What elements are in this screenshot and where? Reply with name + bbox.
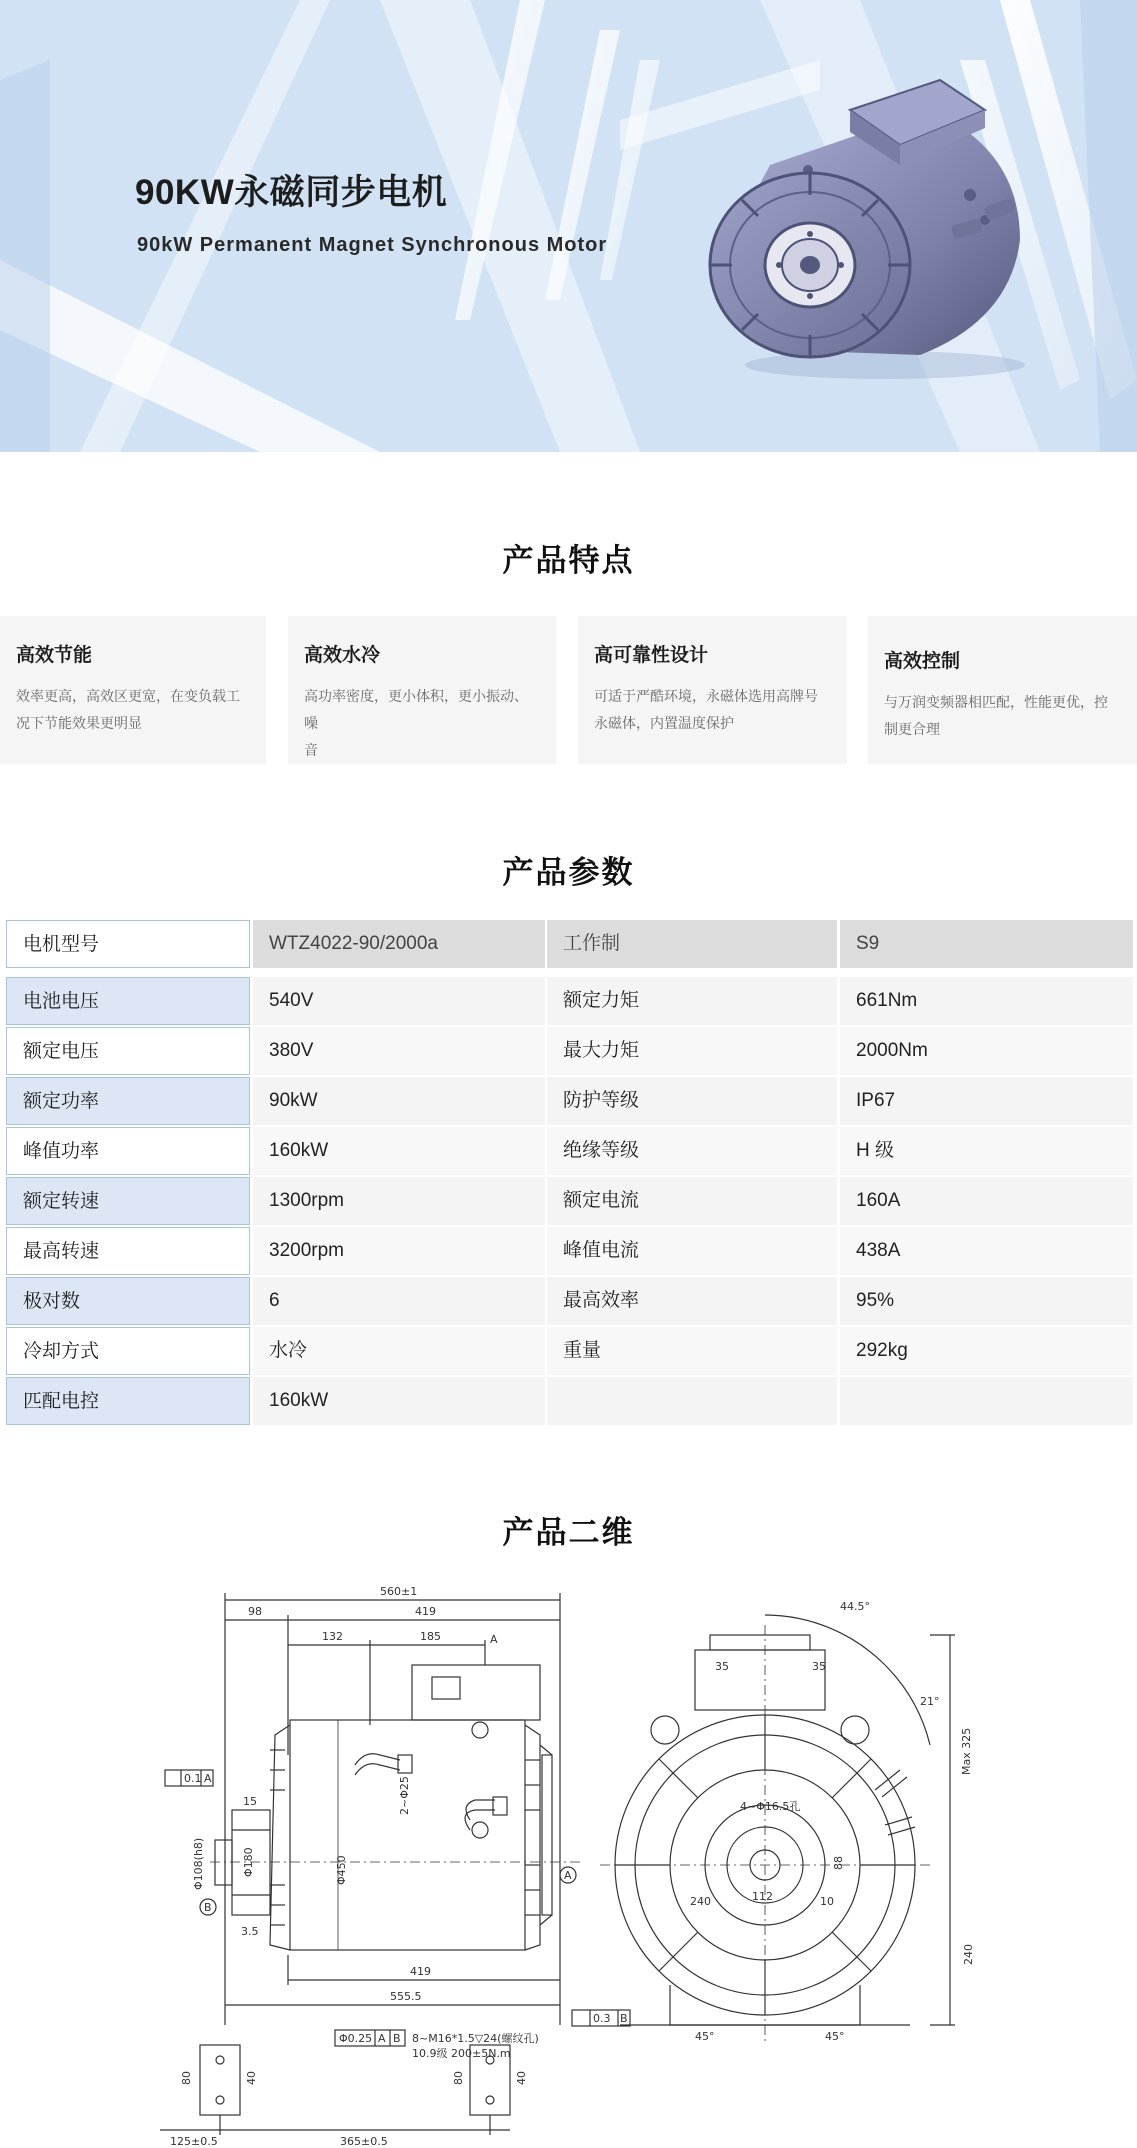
- spec-value-secondary: IP67: [840, 1077, 1133, 1125]
- feature-desc-line: 与万润变频器相匹配，性能更优，控: [884, 694, 1108, 710]
- spec-value: 6: [253, 1277, 545, 1325]
- thread-torque: 10.9级 200±5N.m: [412, 2047, 511, 2060]
- spec-label: 额定转速: [6, 1177, 250, 1225]
- feature-desc: [884, 689, 1121, 743]
- dim-80-left: 80: [180, 2071, 193, 2085]
- dim-44-5: 44.5°: [840, 1600, 870, 1613]
- technical-drawing-svg: [140, 1585, 1020, 2148]
- dim-40-left: 40: [245, 2071, 258, 2085]
- spec-label-secondary: 重量: [547, 1327, 837, 1375]
- table-row: [0, 1127, 1137, 1175]
- spec-label: 最高转速: [6, 1227, 250, 1275]
- spec-label: 峰值功率: [6, 1127, 250, 1175]
- tol-left: 0.1: [184, 1772, 202, 1785]
- spec-value-secondary: H 级: [840, 1127, 1133, 1175]
- dim-max325: Max 325: [960, 1727, 973, 1775]
- table-row: [0, 1177, 1137, 1225]
- tol-left-ref: A: [204, 1772, 212, 1785]
- spec-value-secondary: 661Nm: [840, 977, 1133, 1025]
- spec-value: WTZ4022-90/2000a: [253, 920, 545, 968]
- spec-label-secondary: 峰值电流: [547, 1227, 837, 1275]
- features-section-title: 产品特点: [502, 543, 635, 578]
- dim-10: 10: [820, 1895, 834, 1908]
- dim-45-right: 45°: [825, 2030, 845, 2043]
- hero-banner: [0, 0, 1137, 452]
- ref-b: B: [204, 1901, 212, 1914]
- technical-drawing: [140, 1585, 1020, 2148]
- spec-label: 极对数: [6, 1277, 250, 1325]
- hero-title: 90KW永磁同步电机: [135, 173, 448, 212]
- motor-product-image: [700, 70, 1040, 390]
- feature-title: 高效控制: [884, 651, 961, 672]
- dim-21: 21°: [920, 1695, 940, 1708]
- dim-555: 555.5: [390, 1990, 422, 2003]
- spec-value: 1300rpm: [253, 1177, 545, 1225]
- dim-4x16: 4~Φ16.5孔: [740, 1800, 801, 1813]
- table-row: [0, 1377, 1137, 1425]
- spec-value-secondary: S9: [840, 920, 1133, 968]
- feature-desc-line: 永磁体，内置温度保护: [594, 715, 734, 731]
- feature-title: 高可靠性设计: [594, 645, 709, 666]
- tol-bottom: 0.3: [593, 2012, 611, 2025]
- feature-desc: [594, 683, 831, 737]
- spec-value-secondary: 95%: [840, 1277, 1133, 1325]
- dim-240-angled: 240: [690, 1895, 711, 1908]
- dim-108: Φ108(h8): [192, 1837, 205, 1890]
- table-row: [0, 1077, 1137, 1125]
- dim-2x25: 2~Φ25: [398, 1776, 411, 1815]
- feature-desc: [16, 683, 250, 737]
- spec-label-secondary: 最大力矩: [547, 1027, 837, 1075]
- dim-a-label: A: [490, 1633, 498, 1646]
- thread-spec: 8~M16*1.5▽24(螺纹孔): [412, 2032, 539, 2045]
- dim-35-left: 35: [715, 1660, 729, 1673]
- features-list: [0, 616, 1137, 764]
- spec-label: 电池电压: [6, 977, 250, 1025]
- spec-value: 540V: [253, 977, 545, 1025]
- spec-label: 额定功率: [6, 1077, 250, 1125]
- spec-value: 90kW: [253, 1077, 545, 1125]
- dim-45-left: 45°: [695, 2030, 715, 2043]
- table-row: [0, 1027, 1137, 1075]
- dim-98: 98: [248, 1605, 262, 1618]
- spec-label: 匹配电控: [6, 1377, 250, 1425]
- spec-value: 3200rpm: [253, 1227, 545, 1275]
- dim-419-top: 419: [415, 1605, 436, 1618]
- dim-240-vertical: 240: [962, 1944, 975, 1965]
- pos-ref-a: A: [378, 2032, 386, 2045]
- feature-card-control: [868, 616, 1137, 764]
- spec-label-secondary: [547, 1377, 837, 1425]
- ref-a: A: [564, 1869, 572, 1882]
- feature-title: 高效节能: [16, 645, 93, 666]
- dim-35-right: 35: [812, 1660, 826, 1673]
- spec-label-secondary: 额定电流: [547, 1177, 837, 1225]
- table-row: [0, 1227, 1137, 1275]
- drawing-section-title: 产品二维: [502, 1515, 635, 1550]
- spec-value-secondary: 160A: [840, 1177, 1133, 1225]
- feature-desc-line: 音: [304, 742, 318, 758]
- spec-value: 160kW: [253, 1127, 545, 1175]
- dim-419-bottom: 419: [410, 1965, 431, 1978]
- dim-450: Φ450: [335, 1855, 348, 1885]
- tol-bottom-ref: B: [620, 2012, 628, 2025]
- spec-value-secondary: [840, 1377, 1133, 1425]
- spec-label: 电机型号: [6, 920, 250, 968]
- feature-desc-line: 况下节能效果更明显: [16, 715, 142, 731]
- feature-card-energy: [0, 616, 266, 764]
- dim-112: 112: [752, 1890, 773, 1903]
- feature-desc-line: 可适于严酷环境，永磁体选用高牌号: [594, 688, 818, 704]
- dim-80-right: 80: [452, 2071, 465, 2085]
- pos-ref-b: B: [393, 2032, 401, 2045]
- spec-value: 水冷: [253, 1327, 545, 1375]
- spec-label: 冷却方式: [6, 1327, 250, 1375]
- spec-label-secondary: 额定力矩: [547, 977, 837, 1025]
- dim-40-right: 40: [515, 2071, 528, 2085]
- dim-185: 185: [420, 1630, 441, 1643]
- hero-subtitle: 90kW Permanent Magnet Synchronous Motor: [137, 234, 608, 256]
- spec-value-secondary: 292kg: [840, 1327, 1133, 1375]
- feature-desc-line: 制更合理: [884, 721, 940, 737]
- table-row: [0, 1277, 1137, 1325]
- feature-desc-line: 效率更高，高效区更宽，在变负载工: [16, 688, 240, 704]
- spec-label-secondary: 防护等级: [547, 1077, 837, 1125]
- dim-15: 15: [243, 1795, 257, 1808]
- dim-132: 132: [322, 1630, 343, 1643]
- table-row: [0, 977, 1137, 1025]
- dim-88: 88: [832, 1856, 845, 1870]
- spec-value-secondary: 2000Nm: [840, 1027, 1133, 1075]
- pos-tol: Φ0.25: [339, 2032, 373, 2045]
- feature-title: 高效水冷: [304, 645, 381, 666]
- spec-value: 160kW: [253, 1377, 545, 1425]
- feature-desc: [304, 683, 540, 764]
- spec-value-secondary: 438A: [840, 1227, 1133, 1275]
- table-row: [0, 1327, 1137, 1375]
- spec-label-secondary: 最高效率: [547, 1277, 837, 1325]
- table-row: [0, 920, 1137, 968]
- dim-180: Φ180: [242, 1847, 255, 1877]
- spec-label: 额定电压: [6, 1027, 250, 1075]
- feature-card-cooling: [288, 616, 556, 764]
- dim-125: 125±0.5: [170, 2135, 218, 2148]
- feature-card-reliability: [578, 616, 847, 764]
- dim-560: 560±1: [380, 1585, 418, 1598]
- dim-3-5: 3.5: [241, 1925, 259, 1938]
- feature-desc-line: 高功率密度，更小体积，更小振动、噪: [304, 688, 528, 731]
- spec-section-title: 产品参数: [502, 855, 635, 890]
- spec-label-secondary: 工作制: [547, 920, 837, 968]
- spec-label-secondary: 绝缘等级: [547, 1127, 837, 1175]
- spec-value: 380V: [253, 1027, 545, 1075]
- dim-365: 365±0.5: [340, 2135, 388, 2148]
